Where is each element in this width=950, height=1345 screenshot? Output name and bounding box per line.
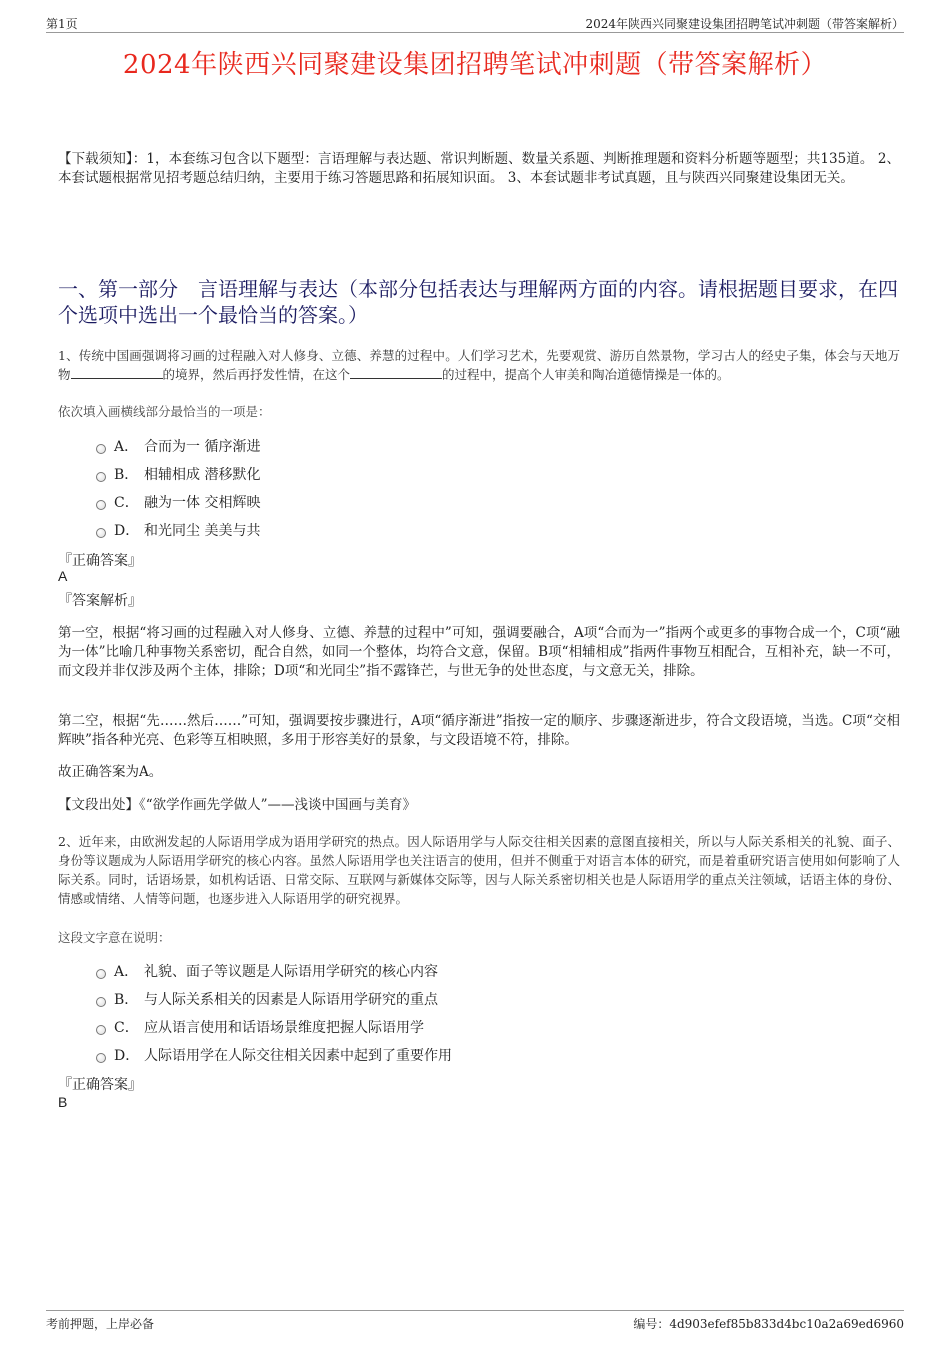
question-1-text-part-c: 的过程中，提高个人审美和陶冶道德情操是一体的。 (442, 367, 730, 382)
correct-answer-value: A (58, 568, 68, 584)
analysis-paragraph-2 (58, 712, 900, 750)
option-b[interactable] (96, 985, 452, 1013)
option-letter: D． (114, 523, 140, 539)
option-a[interactable] (96, 957, 452, 985)
question-1-text-part-a: 1、传统中国画强调将习画的过程融入对人修身、立德、养慧的过程中。人们学习艺术，先要观赏、游历自然景物，学习古人的经史子集，体会与天地万物 (58, 348, 900, 382)
option-text: 人际语用学在人际交往相关因素中起到了重要作用 (144, 1048, 452, 1064)
option-letter: B． (114, 992, 139, 1008)
question-1-text-part-b: 的境界，然后再抒发性情，在这个 (162, 367, 351, 382)
footer-serial-number: 编号：4d903efef85b833d4bc10a2a69ed6960 (633, 1317, 904, 1331)
option-a[interactable] (96, 432, 260, 460)
option-text: 融为一体 交相辉映 (144, 495, 261, 511)
radio-icon[interactable] (96, 500, 106, 510)
question-2-text: 2、近年来，由欧洲发起的人际语用学成为语用学研究的热点。因人际语用学与人际交往相关因素的意图直接相关，所以与人际关系相关的礼貌、面子、身份等议题成为人际语用学研究的核心内容。虽然人际语用学也关注语言的使用，但并不侧重于对语言本体的研究，而是着重研究语言使用如何影响了人际关系。同时，话语场景，如机构话语、日常交际、互联网与新媒体交际等，因与人际关系密切相关也是人际语用学的重点关注领域，话语主体的身份、情感或情绪、人情等问题，也逐步进入人际语用学的研究视界。 (58, 834, 900, 906)
option-text: 礼貌、面子等议题是人际语用学研究的核心内容 (144, 964, 438, 980)
option-c[interactable] (96, 1013, 452, 1041)
option-letter: A． (114, 439, 139, 455)
blank-1 (71, 365, 163, 379)
option-letter: C． (114, 495, 139, 511)
radio-icon[interactable] (96, 1053, 106, 1063)
option-text: 合而为一 循序渐进 (144, 439, 261, 455)
section-title: 一、第一部分 言语理解与表达（本部分包括表达与理解两方面的内容。请根据题目要求，在四个选项中选出一个最恰当的答案。） (58, 277, 898, 327)
option-d[interactable] (96, 516, 260, 544)
correct-answer-label: 『正确答案』 (58, 1077, 142, 1093)
analysis-text: 第一空，根据“将习画的过程融入对人修身、立德、养慧的过程中”可知，强调要融合，A项“合而为一”指两个或更多的事物合成一个，C项“融为一体”比喻几种事物关系密切，配合自然，如同一个整体，均符合文意，保留。B项“相辅相成”指两件事物互相配合，互相补充，缺一不可，而文段并非仅涉及两个主体，排除；D项“和光同尘”指不露锋芒，与世无争的处世态度，与文意无关，排除。 (58, 625, 900, 679)
blank-2 (350, 365, 442, 379)
option-text: 与人际关系相关的因素是人际语用学研究的重点 (144, 992, 438, 1008)
option-letter: B． (114, 467, 139, 483)
footer-slogan: 考前押题，上岸必备 (46, 1317, 155, 1331)
correct-answer-value: B (58, 1094, 68, 1110)
correct-answer-label: 『正确答案』 (58, 553, 142, 569)
option-d[interactable] (96, 1041, 452, 1069)
download-notice: 【下载须知】：1，本套练习包含以下题型：言语理解与表达题、常识判断题、数量关系题、判断推理题和资料分析题等题型；共135道。 2、本套试题根据常见招考题总结归纳，主要用于练习答题思路和拓展知识面。 3、本套试题非考试真题，且与陕西兴同聚建设集团无关。 (58, 151, 900, 186)
document-title: 2024年陕西兴同聚建设集团招聘笔试冲刺题（带答案解析） (122, 50, 828, 80)
analysis-label: 『答案解析』 (58, 593, 142, 609)
analysis-paragraph-1 (58, 624, 900, 681)
option-letter: C． (114, 1020, 139, 1036)
header-doc-title: 2024年陕西兴同聚建设集团招聘笔试冲刺题（带答案解析） (585, 17, 904, 31)
option-b[interactable] (96, 460, 260, 488)
page-number: 第1页 (46, 17, 78, 31)
radio-icon[interactable] (96, 969, 106, 979)
option-c[interactable] (96, 488, 260, 516)
page-header (46, 14, 904, 33)
option-letter: A． (114, 964, 139, 980)
question-1-text (58, 346, 900, 384)
question-1-options (96, 432, 260, 544)
question-2-options (96, 957, 452, 1069)
radio-icon[interactable] (96, 528, 106, 538)
page-footer (46, 1310, 904, 1331)
option-text: 应从语言使用和话语场景维度把握人际语用学 (144, 1020, 424, 1036)
radio-icon[interactable] (96, 444, 106, 454)
analysis-conclusion: 故正确答案为A。 (58, 764, 163, 780)
question-1-prompt: 依次填入画横线部分最恰当的一项是： (58, 404, 271, 419)
passage-source: 【文段出处】《“欲学作画先学做人”——浅谈中国画与美育》 (58, 797, 417, 813)
radio-icon[interactable] (96, 1025, 106, 1035)
option-text: 相辅相成 潜移默化 (144, 467, 261, 483)
option-text: 和光同尘 美美与共 (144, 523, 261, 539)
analysis-text: 第二空，根据“先……然后……”可知，强调要按步骤进行，A项“循序渐进”指按一定的顺序、步骤逐渐进步，符合文段语境，当选。C项“交相辉映”指各种光亮、色彩等互相映照，多用于形容美好的景象，与文段语境不符，排除。 (58, 713, 900, 748)
radio-icon[interactable] (96, 472, 106, 482)
option-letter: D． (114, 1048, 140, 1064)
radio-icon[interactable] (96, 997, 106, 1007)
question-2-prompt: 这段文字意在说明： (58, 930, 171, 945)
